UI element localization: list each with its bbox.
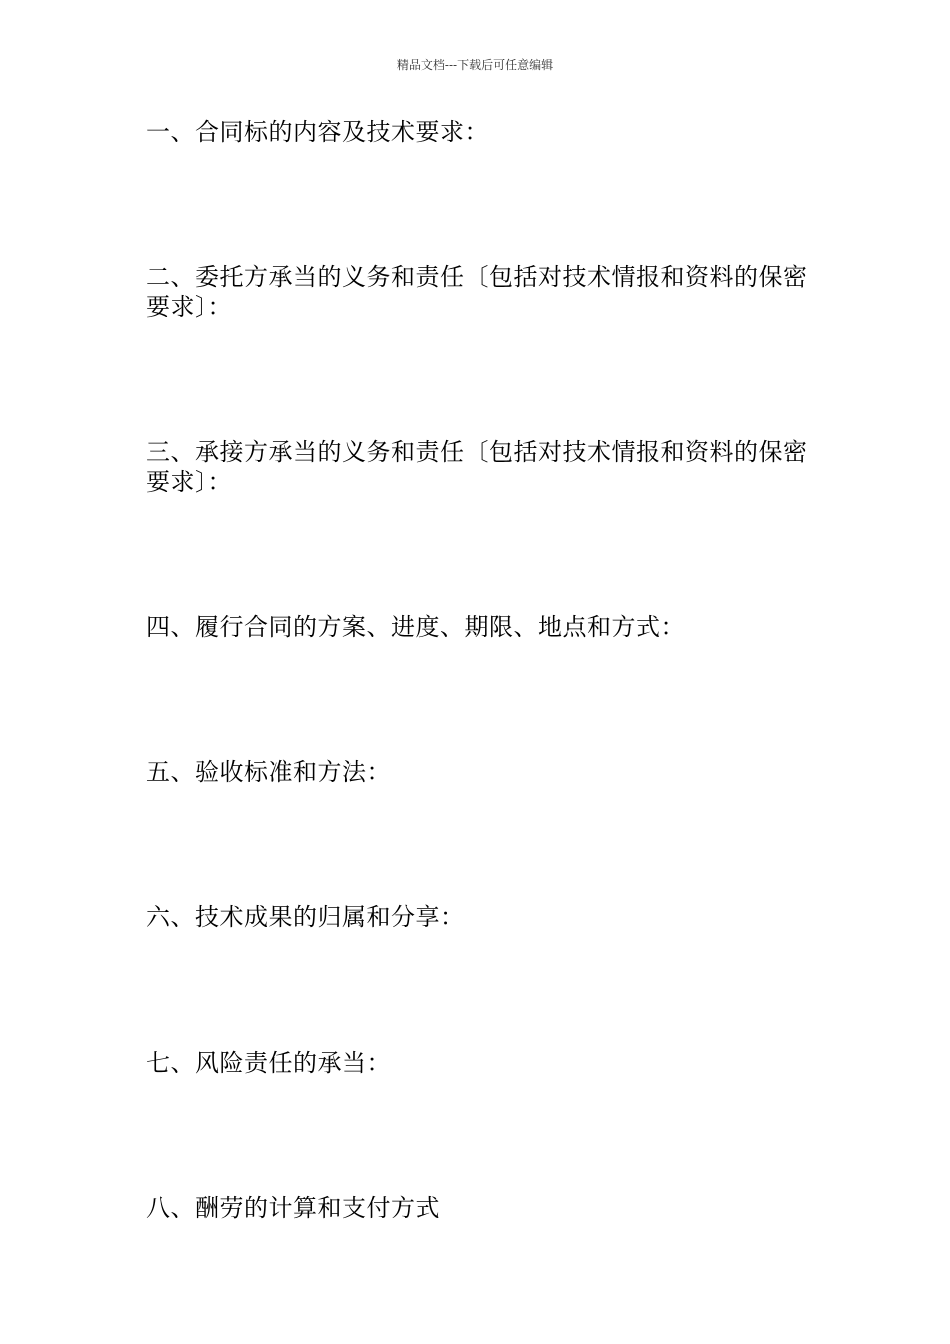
section-heading-7: 七、风险责任的承当： [146,1049,391,1077]
page-header: 精品文档---下载后可任意编辑 [396,58,554,72]
section-heading-8: 八、酬劳的计算和支付方式 [146,1194,440,1222]
section-heading-6: 六、技术成果的归属和分享： [146,903,465,931]
section-heading-4: 四、履行合同的方案、进度、期限、地点和方式： [146,613,685,641]
section-heading-2: 二、委托方承当的义务和责任〔包括对技术情报和资料的保密要求〕： [146,263,808,321]
section-heading-5: 五、验收标准和方法： [146,758,391,786]
section-heading-3: 三、承接方承当的义务和责任〔包括对技术情报和资料的保密要求〕： [146,438,808,496]
section-heading-1: 一、合同标的内容及技术要求： [146,118,489,146]
